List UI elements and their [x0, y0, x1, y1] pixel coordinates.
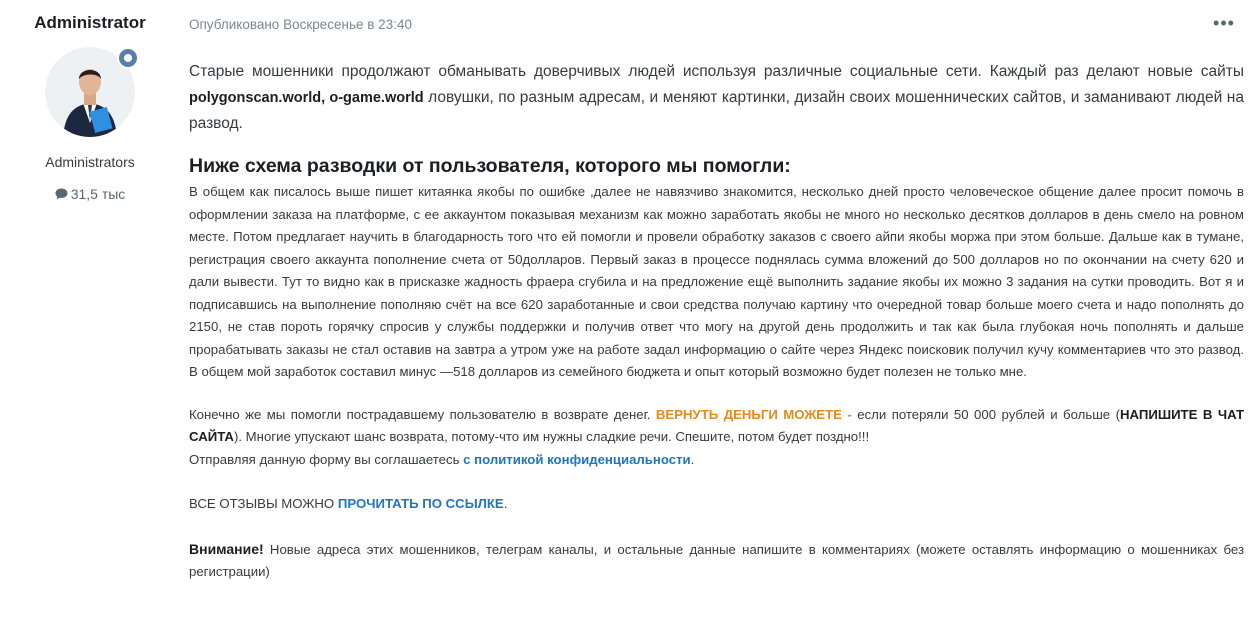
author-name-link[interactable]: Administrator — [34, 13, 146, 32]
post-meta — [189, 0, 1244, 48]
attention-label: Внимание! — [189, 540, 264, 557]
post-date: Опубликовано Воскресенье в 23:40 — [189, 17, 412, 32]
intro-text-2: ловушки, по разным адресам, и меняют картинки, дизайн своих мошеннических сайтов, и заманивают людей на развод. — [189, 89, 1244, 132]
attention-text: Новые адреса этих мошенников, телеграм каналы, и остальные данные напишите в комментариях (можете оставлять информацию о мошенниках без регистрации) — [189, 541, 1244, 579]
attention-paragraph — [189, 538, 1244, 584]
intro-text-1: Старые мошенники продолжают обманывать доверчивых людей используя различные социальные сети. Каждый раз делают новые сайты — [189, 63, 1244, 80]
avatar-container — [45, 47, 135, 137]
author-panel — [0, 0, 180, 202]
post-content — [189, 0, 1244, 584]
reviews-link[interactable]: ПРОЧИТАТЬ ПО ССЫЛКЕ — [337, 496, 504, 511]
reviews-text: ВСЕ ОТЗЫВЫ МОЖНО — [189, 496, 338, 511]
section-heading: Ниже схема разводки от пользователя, которого мы помогли: — [189, 155, 791, 177]
comment-icon — [55, 188, 68, 200]
author-comments-stat — [0, 186, 180, 202]
refund-highlight: ВЕРНУТЬ ДЕНЬГИ МОЖЕТЕ - — [655, 406, 858, 422]
help-paragraph — [189, 404, 1244, 472]
more-options-button[interactable]: ••• — [1213, 13, 1235, 33]
chat-callout: НАПИШИТЕ В ЧАТ САЙТА — [189, 406, 1245, 444]
comments-count: 31,5 тыс — [70, 186, 126, 202]
help-text-1: Конечно же мы помогли пострадавшему пользователю в возврате денег. — [189, 406, 656, 422]
privacy-text: Отправляя данную форму вы соглашаетесь — [189, 451, 464, 467]
help-text-2: если потеряли 50 000 рублей и больше ( — [857, 406, 1120, 422]
reviews-paragraph — [189, 493, 1244, 516]
story-paragraph: В общем как писалось выше пишет китаянка якобы по ошибке ,далее не навязчиво знакомится, несколько дней просто человеческое общение далее просит помочь в оформлении заказа на платформе, с ее аккаунтом показывая механизм как можно заработать якобы не много но несколько десятков долларов в день смело на ровном месте. Потом предлагает научить в благодарность того что ей помогли и провели обработку заказов с своего айпи якобы моржа при этом больше. Дальше как в тумане, регистрация своего аккаунта пополнение счета от 50долларов. Первый заказ в процессе поднялась сумма вложений до 500 долларов но по окончании на счету 620 и дали вывести. Тут то видно как в приcказке жадность фраера сгубила и на предложение ещё выполнить задание якобы их можно 3 задания на сутки проводить. Вот я и подписавшись на выполнение пополняю счёт на все 620 заработанные и свои средства получаю картину что очередной товар больше моего счета и надо пополнять до 2150, не став пороть горячку спросив у службы поддержки и получив ответ что могу на другой день продолжить и так как была глубокая ночь пополнять и дальше прорабатывать заказы не стал оставив на завтра а утром уже на работе задал информацию о сайте через Яндекс поисковик получил кучу комментариев что это развод. В общем мой заработок составил минус —518 долларов из семейного бюджета и опыт который возможно будет полезен не только мне. — [189, 184, 1244, 379]
scam-sites: polygonscan.world, o-game.world — [189, 90, 424, 106]
reviews-end: . — [503, 496, 508, 511]
privacy-policy-link[interactable]: с политикой конфиденциальности — [463, 451, 691, 467]
intro-paragraph — [189, 59, 1244, 137]
help-text-3: ). Многие упускают шанс возврата, потому-что им нужны сладкие речи. Спешите, потом будет поздно!!! — [233, 429, 870, 444]
author-group: Administrators — [45, 154, 135, 170]
privacy-end: . — [690, 451, 695, 467]
online-status-icon — [117, 47, 139, 69]
